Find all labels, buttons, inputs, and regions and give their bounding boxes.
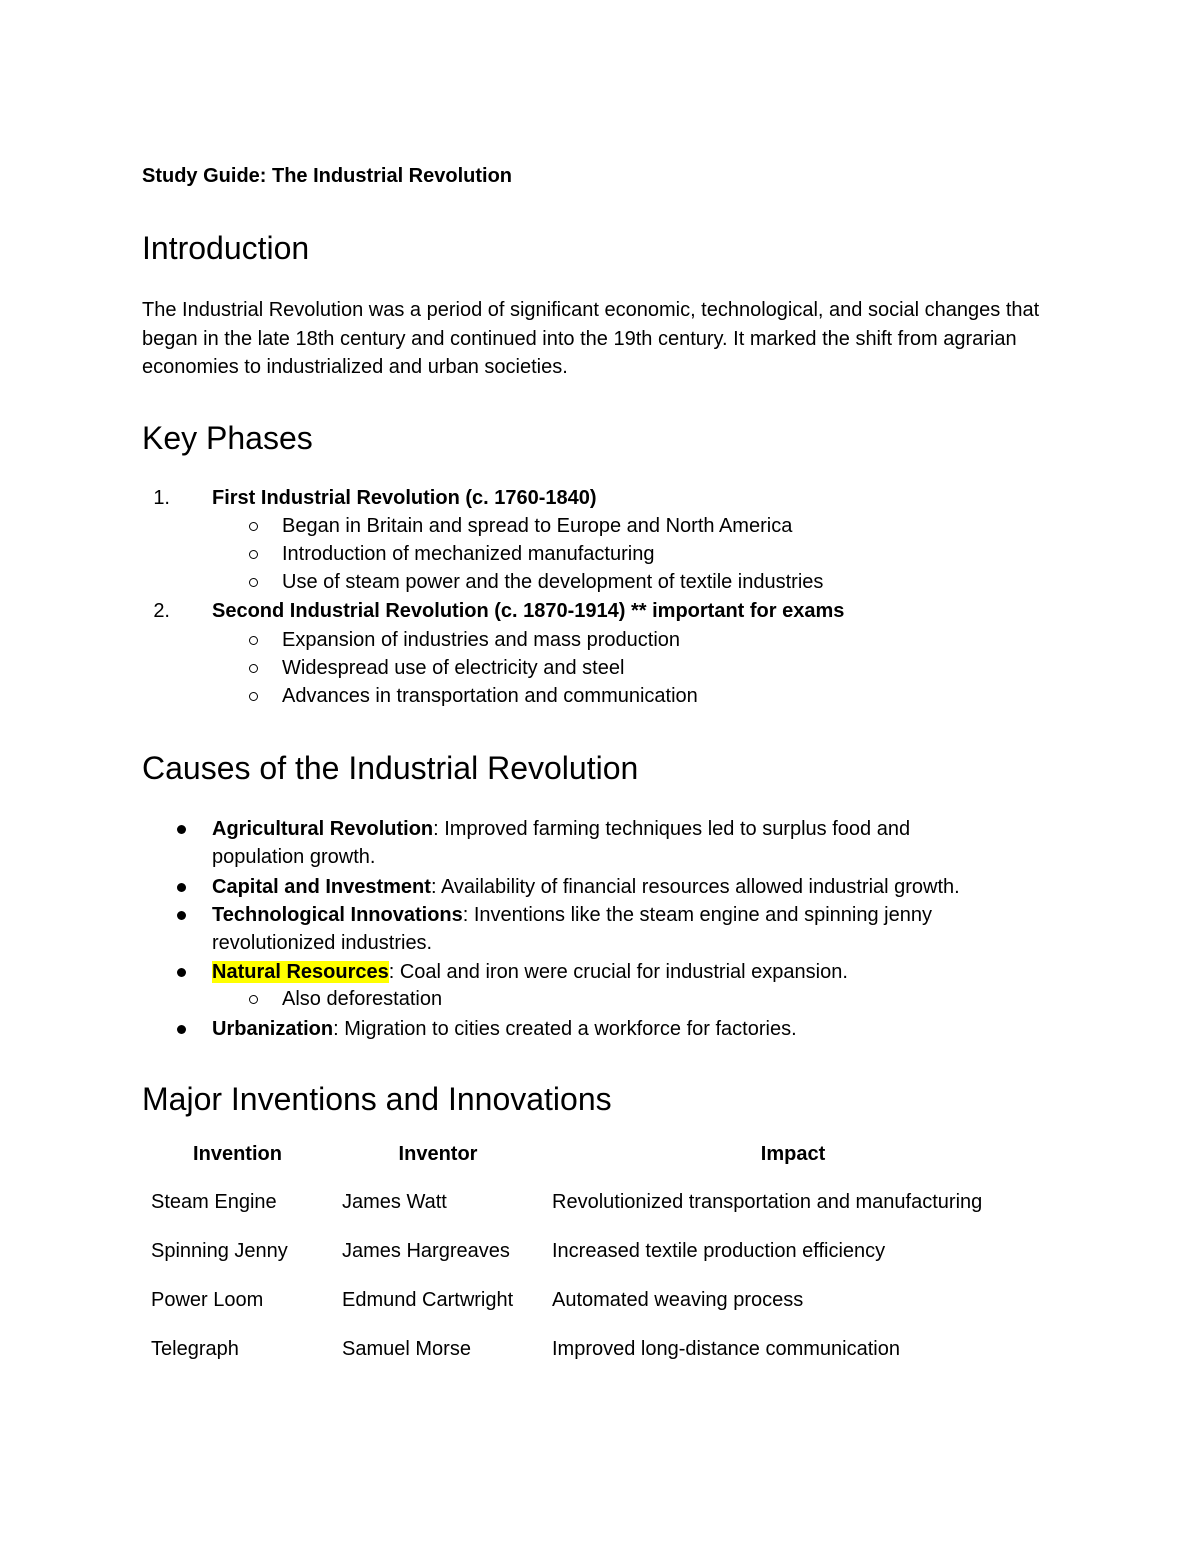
table-row xyxy=(142,1325,1043,1374)
cause-term: Capital and Investment xyxy=(212,876,431,898)
cause-item xyxy=(212,901,932,929)
hollow-bullet-icon xyxy=(249,692,258,701)
inventions-heading: Major Inventions and Innovations xyxy=(142,1081,612,1117)
cause-description: : Coal and iron were crucial for industrial expansion. xyxy=(388,961,848,983)
cause-sub-bullet: Also deforestation xyxy=(282,988,443,1010)
hollow-bullet-icon xyxy=(249,550,258,559)
cause-description-continued: population growth. xyxy=(212,846,376,868)
hollow-bullet-icon xyxy=(249,522,258,531)
cause-item xyxy=(212,958,848,986)
cause-term-highlighted: Natural Resources xyxy=(212,961,389,983)
hollow-bullet-icon xyxy=(249,995,258,1004)
phase-bullet: Introduction of mechanized manufacturing xyxy=(282,543,655,565)
cause-description: : Migration to cities created a workforce for factories. xyxy=(333,1018,797,1040)
table-cell: Improved long-distance communication xyxy=(552,1338,900,1360)
hollow-bullet-icon xyxy=(249,636,258,645)
table-cell: Increased textile production efficiency xyxy=(552,1240,886,1262)
table-cell: James Hargreaves xyxy=(342,1240,510,1262)
cause-item xyxy=(212,815,910,843)
causes-heading: Causes of the Industrial Revolution xyxy=(142,750,639,786)
phase-number: 2. xyxy=(153,600,170,622)
table-cell: Edmund Cartwright xyxy=(342,1289,514,1311)
table-cell: Steam Engine xyxy=(151,1191,277,1213)
document-title: Study Guide: The Industrial Revolution xyxy=(142,165,513,187)
phase-title: Second Industrial Revolution (c. 1870-1914) ** important for exams xyxy=(212,600,845,622)
phase-bullet: Use of steam power and the development of textile industries xyxy=(282,571,824,593)
phase-bullet: Advances in transportation and communication xyxy=(282,685,698,707)
cause-description-continued: revolutionized industries. xyxy=(212,932,433,954)
table-row xyxy=(142,1227,1043,1276)
bullet-icon xyxy=(177,883,186,892)
phase-number: 1. xyxy=(153,487,170,509)
table-cell: Telegraph xyxy=(151,1338,239,1360)
table-row xyxy=(142,1178,1043,1227)
column-header-impact: Impact xyxy=(760,1142,826,1165)
column-header-inventor: Inventor xyxy=(398,1142,478,1165)
table-cell: Power Loom xyxy=(151,1289,264,1311)
cause-term: Agricultural Revolution xyxy=(212,818,434,840)
introduction-paragraph: The Industrial Revolution was a period of significant economic, technological, and social changes that began in the late 18th century and continued into the 19th century. It marked the shift from agrarian economies to industrialized and urban societies. xyxy=(142,299,1040,378)
inventions-table xyxy=(142,1130,1043,1374)
cause-description: : Improved farming techniques led to surplus food and xyxy=(433,818,911,840)
table-header-row xyxy=(142,1130,1043,1178)
table-cell: Spinning Jenny xyxy=(151,1240,288,1262)
cause-term: Urbanization xyxy=(212,1018,334,1040)
table-cell: Revolutionized transportation and manufacturing xyxy=(552,1191,983,1213)
cause-item xyxy=(212,873,960,901)
column-header-invention: Invention xyxy=(193,1142,282,1165)
cause-description: : Inventions like the steam engine and spinning jenny xyxy=(462,904,932,926)
phase-bullet: Expansion of industries and mass production xyxy=(282,629,681,651)
key-phases-heading: Key Phases xyxy=(142,420,313,456)
cause-item xyxy=(212,1015,797,1043)
bullet-icon xyxy=(177,825,186,834)
cause-term: Technological Innovations xyxy=(212,904,463,926)
bullet-icon xyxy=(177,911,186,920)
table-cell: Samuel Morse xyxy=(342,1338,471,1360)
table-row xyxy=(142,1276,1043,1325)
phase-title: First Industrial Revolution (c. 1760-1840) xyxy=(212,487,597,509)
table-cell: James Watt xyxy=(342,1191,447,1213)
phase-bullet: Began in Britain and spread to Europe and North America xyxy=(282,515,793,537)
hollow-bullet-icon xyxy=(249,664,258,673)
phase-bullet: Widespread use of electricity and steel xyxy=(282,657,625,679)
table-cell: Automated weaving process xyxy=(552,1289,804,1311)
bullet-icon xyxy=(177,968,186,977)
introduction-heading: Introduction xyxy=(142,230,310,266)
bullet-icon xyxy=(177,1025,186,1034)
cause-description: : Availability of financial resources allowed industrial growth. xyxy=(430,876,960,898)
hollow-bullet-icon xyxy=(249,578,258,587)
